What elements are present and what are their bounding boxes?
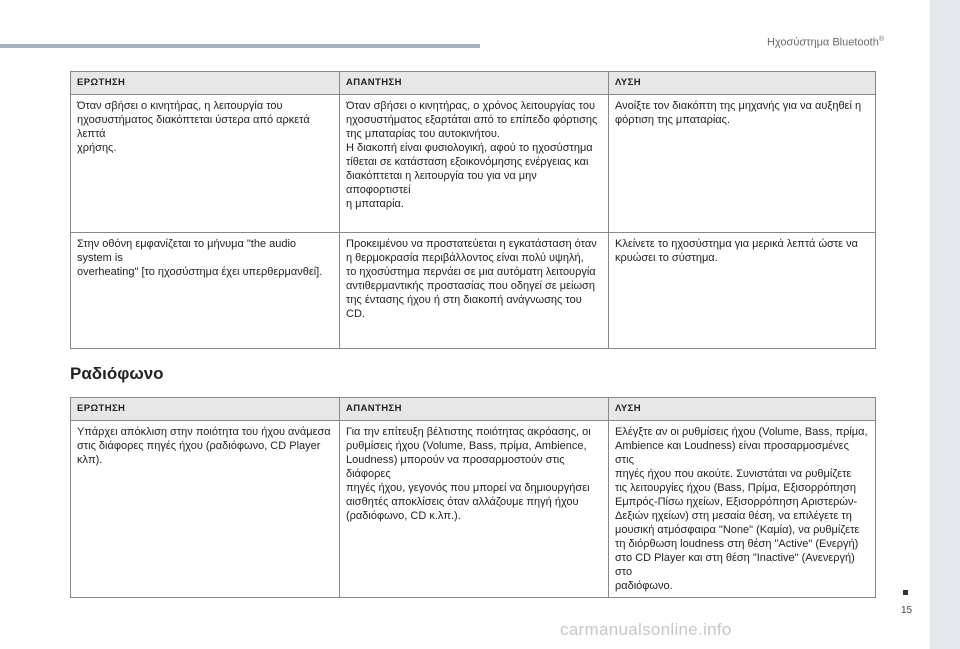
column-header-solution: ΛΥΣΗ <box>609 398 876 421</box>
answer-cell: Για την επίτευξη βέλτιστης ποιότητας ακρόασης, οι ρυθμίσεις ήχου (Volume, Bass, πρίμα, Ambience, Loudness) μπορούν να προσαρμοστούν στις διάφορες πηγές ήχου, γεγονός που μπορεί να δημιουργήσει αισθητές αποκλίσεις όταν αλλάζουμε πηγή ήχου (ραδιόφωνο, CD κ.λπ.). <box>340 421 609 598</box>
header-title-text: Ηχοσύστημα Bluetooth <box>766 36 879 49</box>
troubleshooting-table-radio <box>70 397 876 598</box>
column-header-answer: ΑΠΑΝΤΗΣΗ <box>340 72 609 95</box>
table-row <box>71 421 876 598</box>
question-cell: Στην οθόνη εμφανίζεται το μήνυμα "the audio system is overheating" [το ηχοσύστημα έχει υπερθερμανθεί]. <box>71 233 340 349</box>
table-row <box>71 95 876 233</box>
troubleshooting-table-audio <box>70 71 876 349</box>
section-title-radio: Ραδιόφωνο <box>70 364 164 383</box>
column-header-question: ΕΡΩΤΗΣΗ <box>71 72 340 95</box>
answer-cell: Όταν σβήσει ο κινητήρας, ο χρόνος λειτουργίας του ηχοσυστήματος εξαρτάται από το επίπεδο φόρτισης της μπαταρίας του αυτοκινήτου. Η διακοπή είναι φυσιολογική, αφού το ηχοσύστημα τίθεται σε κατάσταση εξοικονόμησης ενέργειας και διακόπτεται η λειτουργία του για να μην αποφορτιστεί η μπαταρία. <box>340 95 609 233</box>
table-row <box>71 233 876 349</box>
table-header-row <box>71 72 876 95</box>
solution-cell: Κλείνετε το ηχοσύστημα για μερικά λεπτά ώστε να κρυώσει το σύστημα. <box>609 233 876 349</box>
solution-cell: Ελέγξτε αν οι ρυθμίσεις ήχου (Volume, Bass, πρίμα, Ambience και Loudness) είναι προσαρμοσμένες στις πηγές ήχου που ακούτε. Συνιστάται να ρυθμίζετε τις λειτουργίες ήχου (Bass, Πρίμα, Εξισορρόπηση Εμπρός-Πίσω ηχείων, Εξισορρόπηση Αριστερών- Δεξιών ηχείων) στη μεσαία θέση, να επιλέγετε τη μουσική ατμόσφαιρα "None" (Καμία), να ρυθμίζετε τη διόρθωση loudness στη θέση "Active" (Ενεργή) στο CD Player και στη θέση "Inactive" (Ανενεργή) στο ραδιόφωνο. <box>609 421 876 598</box>
side-margin-band <box>930 0 960 649</box>
solution-cell: Ανοίξτε τον διακόπτη της μηχανής για να αυξηθεί η φόρτιση της μπαταρίας. <box>609 95 876 233</box>
watermark: carmanualsonline.info <box>560 620 732 639</box>
question-cell: Όταν σβήσει ο κινητήρας, η λειτουργία του ηχοσυστήματος διακόπτεται ύστερα από αρκετά λεπτά χρήσης. <box>71 95 340 233</box>
answer-cell: Προκειμένου να προστατεύεται η εγκατάσταση όταν η θερμοκρασία περιβάλλοντος είναι πολύ υψηλή, το ηχοσύστημα περνάει σε μια αυτόματη λειτουργία αντιθερμαντικής προστασίας που οδηγεί σε μείωση της έντασης ήχου ή στη διακοπή ανάγνωσης του CD. <box>340 233 609 349</box>
column-header-solution: ΛΥΣΗ <box>609 72 876 95</box>
page-header-title <box>767 36 884 49</box>
column-header-answer: ΑΠΑΝΤΗΣΗ <box>340 398 609 421</box>
trademark-symbol: ® <box>878 36 884 43</box>
page-number: 15 <box>901 605 913 616</box>
question-cell: Υπάρχει απόκλιση στην ποιότητα του ήχου ανάμεσα στις διάφορες πηγές ήχου (ραδιόφωνο, CD Player κλπ). <box>71 421 340 598</box>
page-marker-square <box>903 590 908 595</box>
column-header-question: ΕΡΩΤΗΣΗ <box>71 398 340 421</box>
table-header-row <box>71 398 876 421</box>
header-rule <box>0 44 480 48</box>
